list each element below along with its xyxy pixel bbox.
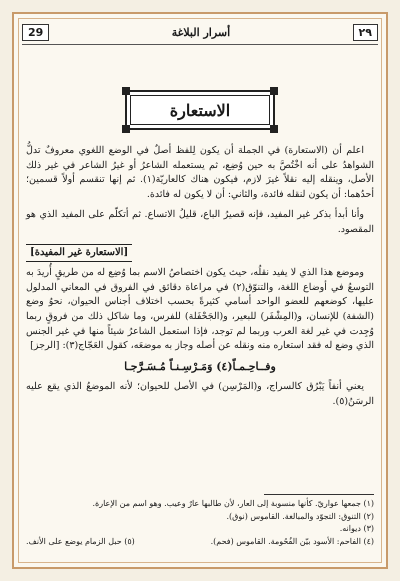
ornament-corner-icon	[122, 125, 130, 133]
footnote-1: (١) جمعها عواريّ. كأنها منسوبة إلى العار، لأن طالبها عارٌ وعيب. وهو اسم من الإعارة.	[92, 499, 374, 508]
main-text	[26, 144, 374, 416]
paragraph-2: وأنا أبدأ بذكر غير المفيد، فإنه قصيرُ الباع، قليلُ الاتساع. ثم أتكلّم على المفيد الذي هو المقصود.	[26, 209, 374, 235]
section-title-text: الاستعارة	[169, 100, 231, 120]
verse-line: وفــاحِـمـاً(٤) وَمَـرْسِـنـاً مُـسَـرَّجـا	[124, 359, 276, 373]
page-number: 29	[22, 24, 49, 41]
paragraph-3: وموضع هذا الذي لا يفيد نقلُه، حيث يكون اختصاصُ الاسم بما وُضِع له من طريقٍ أُريدَ به التوسعُ في أوضاع اللغة، والتنوّق(٢) في مراعاة دقائق في الفروق في المعاني المدلول عليها، كوضعهم للعضو الواحد أسامي كثيرةً بحسب اختلاف أجناس الحيوان، نحوُ وضع (الشفة) للإنسان، و(المِشْفَر) للبعير، و(الجَحْفَلة) للفرس، وما شاكل ذلك من فروقٍ ربما وُجِدت في غير لغة العرب وربما لم توجد، فإذا استعمل الشاعرُ شيئاً منها في غير الجنس الذي وضع له فقد استعاره منه ونقله عن أصله وجاز به موضعَه، كقول العَجّاج(٣): [الرجز]	[26, 267, 374, 352]
paragraph-4: يعني أنفاً يَبْرُق كالسراج، و(المَرْسِن) في الأصل للحيوان؛ لأنه الموضعُ الذي يقع عليه الرسَنُ(٥).	[26, 381, 374, 407]
ornament-corner-icon	[270, 87, 278, 95]
section-title-wrap	[0, 90, 400, 130]
footnote-3: (٣) ديوانه.	[339, 524, 374, 533]
sub-heading: [الاستعارة غير المفيدة]	[26, 244, 132, 263]
header-rule	[22, 44, 378, 45]
footnote-row	[26, 536, 374, 549]
running-title: أسرار البلاغة	[171, 25, 231, 39]
footnote-5: (٥) حبل الزمام يوضع على الأنف.	[26, 536, 135, 546]
section-title	[125, 90, 275, 130]
footnote-4: (٤) الفاحم: الأسود بيّن الفُحُومة. القاموس (فحم).	[210, 536, 374, 546]
ornament-corner-icon	[270, 125, 278, 133]
sub-heading-wrap	[26, 244, 374, 263]
footnote-rule	[264, 494, 374, 495]
paragraph-1: اعلم أن (الاستعارة) في الجملة أن يكون لِلفظ أصلٌ في الوضع اللغوي معروفٌ تدلُّ الشواهدُ على أنه اخْتُصَّ به حين وُضِع، ثم يستعمله الشاعرُ أو غيرُ الشاعر في غير ذلك الأصل، وينقله إليه نقلاً غيرَ لازم، فيكون هناك كالعاريّة(١). ثم إنها تنقسم أولاً قسمين؛ أحدُهما: أن يكون لنقله فائدة، والثاني: أن لا يكون له فائدة.	[26, 145, 374, 200]
page-header	[22, 20, 378, 44]
footnotes	[26, 498, 374, 548]
page-number-arabic: ٢٩	[353, 24, 378, 41]
footnote-2: (٢) التنوق: التجوّد والمبالغة. القاموس (نوق).	[226, 511, 374, 521]
ornament-corner-icon	[122, 87, 130, 95]
